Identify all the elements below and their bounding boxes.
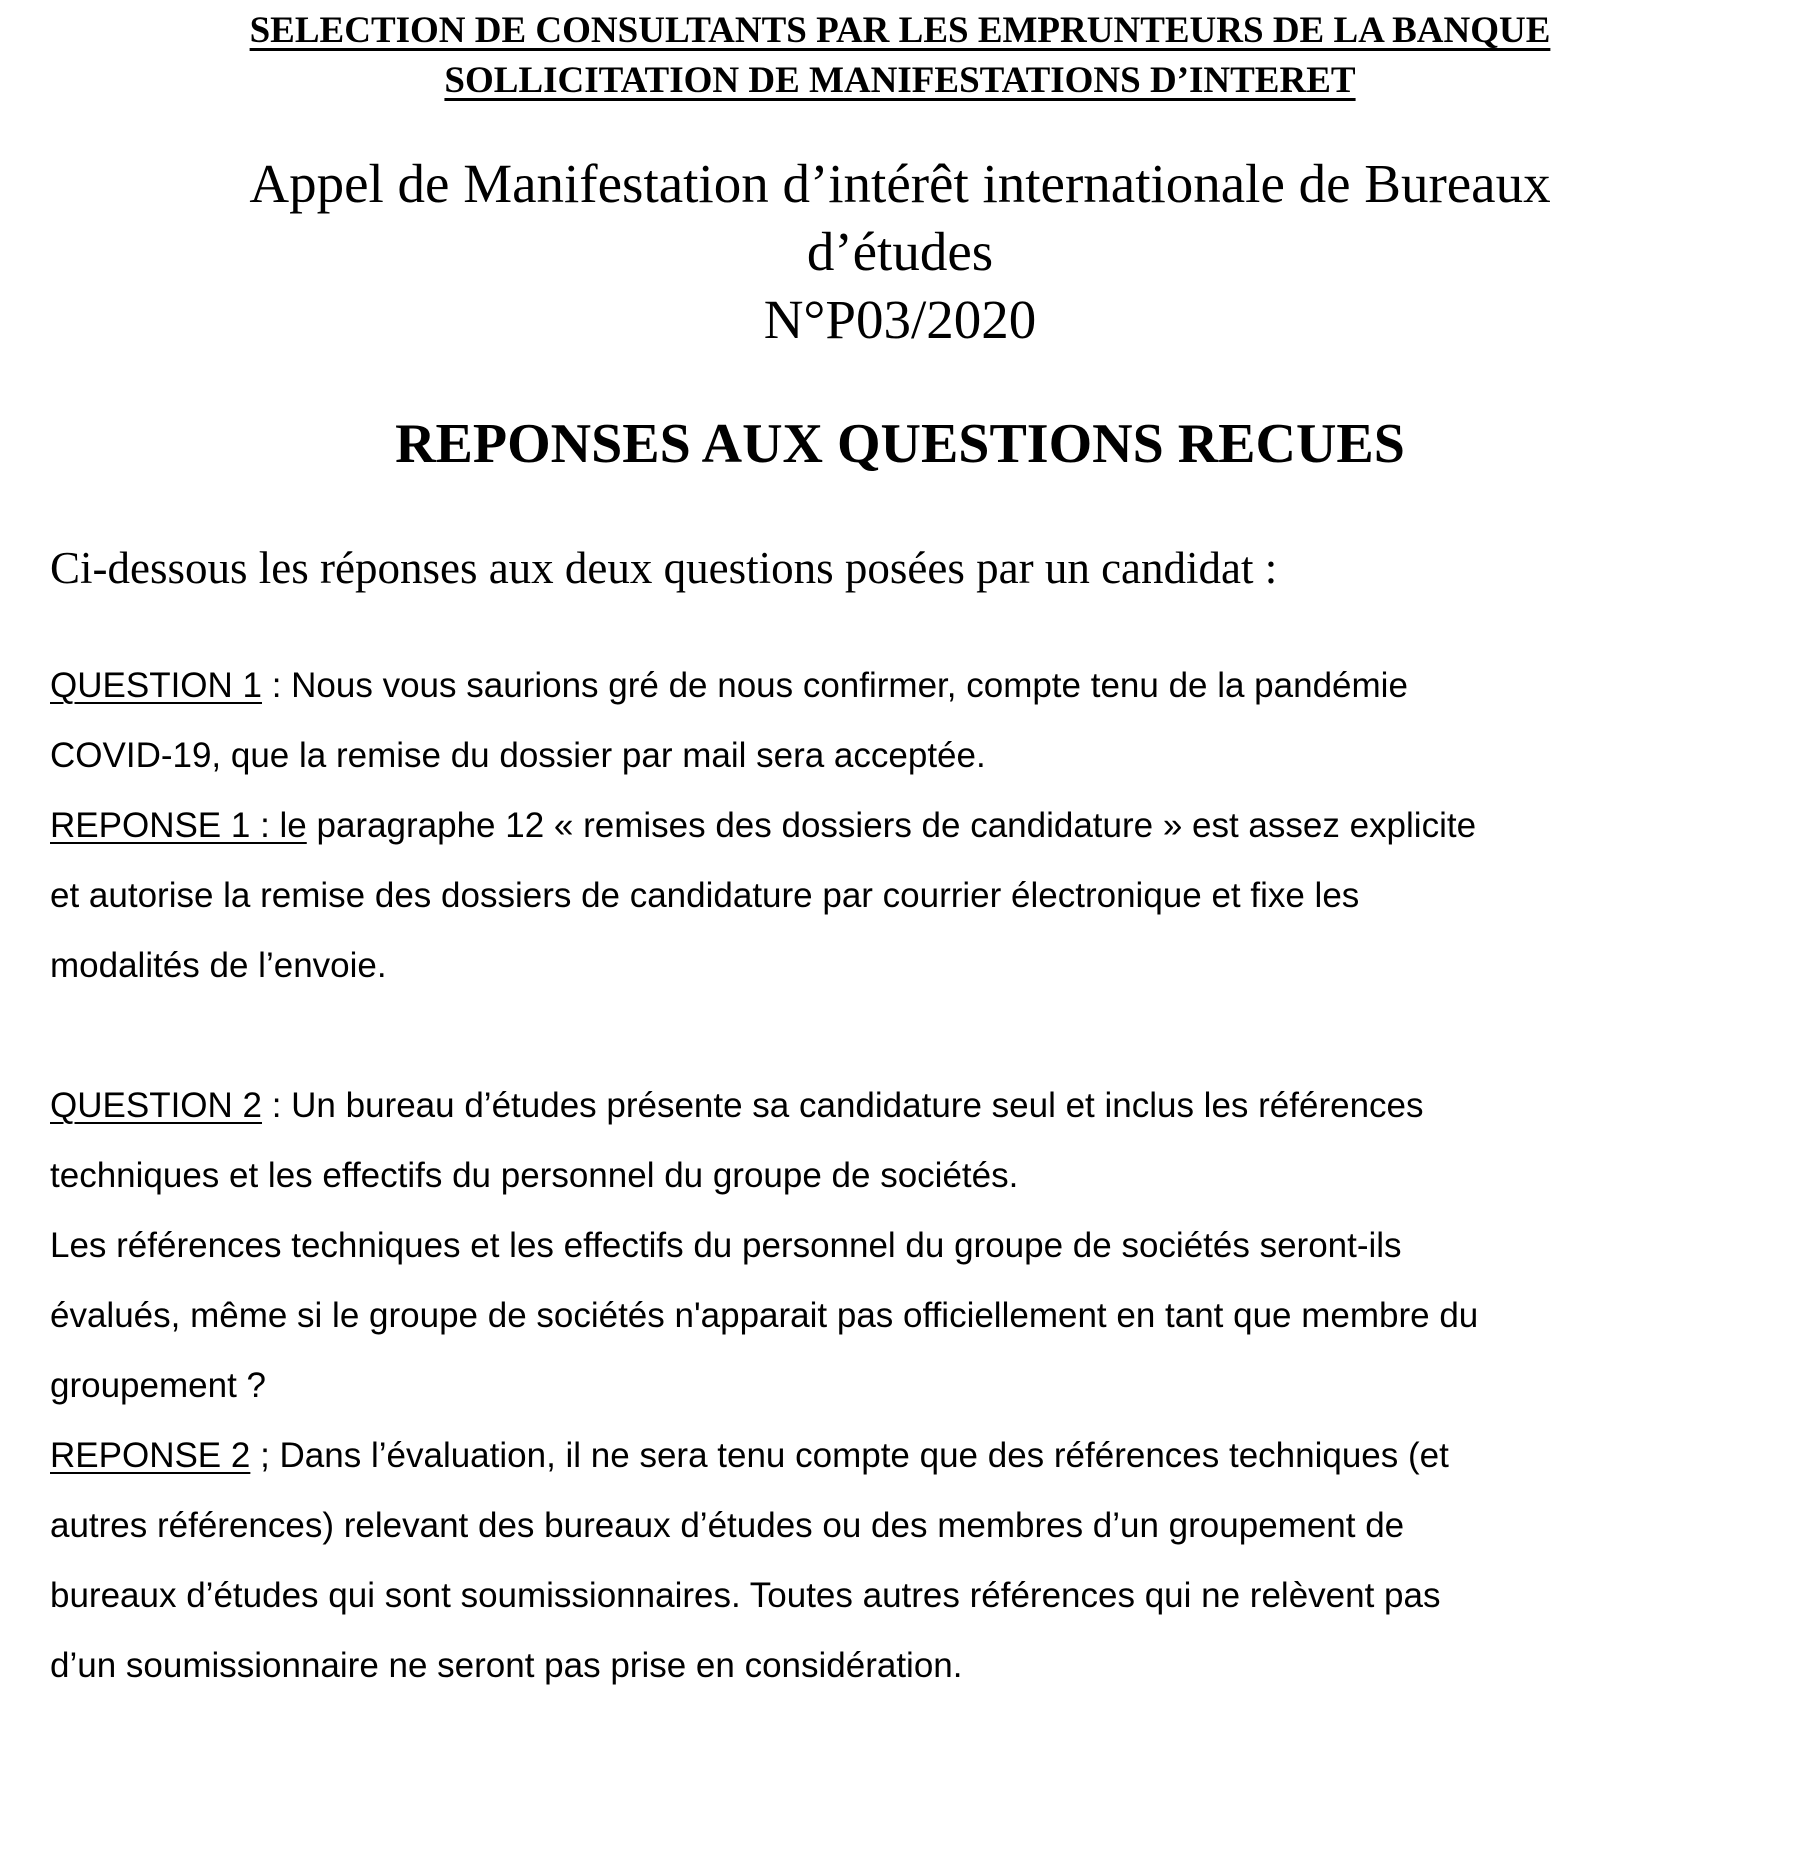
answer-2-line: d’un soumissionnaire ne seront pas prise en considération.: [50, 1646, 963, 1685]
header-line-1: [0, 10, 1800, 52]
answer-2-label: REPONSE 2: [50, 1436, 251, 1475]
question-1-text: : Nous vous saurions gré de nous confirmer, compte tenu de la pandémie: [261, 666, 1408, 705]
answer-1-line: [50, 791, 1750, 861]
title-line-2: d’études: [806, 221, 994, 282]
question-1-line: COVID-19, que la remise du dossier par mail sera acceptée.: [50, 736, 986, 775]
header-line-2: [0, 60, 1800, 102]
question-2-line: groupement ?: [50, 1366, 266, 1405]
question-2-line: évalués, même si le groupe de sociétés n'apparait pas officiellement en tant que membre du: [50, 1296, 1479, 1335]
question-2-line: [50, 1071, 1750, 1141]
section-heading: REPONSES AUX QUESTIONS RECUES: [395, 413, 1405, 475]
answer-2-line: bureaux d’études qui sont soumissionnaires. Toutes autres références qui ne relèvent pas: [50, 1576, 1441, 1615]
question-2-text: : Un bureau d’études présente sa candidature seul et inclus les références: [261, 1086, 1424, 1125]
header-line-1-text: SELECTION DE CONSULTANTS PAR LES EMPRUNTEURS DE LA BANQUE: [249, 10, 1551, 51]
answer-2-text: ; Dans l’évaluation, il ne sera tenu compte que des références techniques (et: [250, 1436, 1449, 1475]
answer-2-block: [50, 1421, 1750, 1701]
question-1-block: [50, 651, 1750, 791]
answer-1-line: modalités de l’envoie.: [50, 946, 387, 985]
answer-2-line: autres références) relevant des bureaux d’études ou des membres d’un groupement de: [50, 1506, 1405, 1545]
answer-1-text: paragraphe 12 « remises des dossiers de candidature » est assez explicite: [306, 806, 1477, 845]
title-reference-number: N°P03/2020: [763, 289, 1037, 350]
question-2-line: Les références techniques et les effectifs du personnel du groupe de sociétés seront-ils: [50, 1226, 1402, 1265]
question-1-label: QUESTION 1: [50, 666, 262, 705]
question-2-line: techniques et les effectifs du personnel du groupe de sociétés.: [50, 1156, 1019, 1195]
question-2-block: [50, 1071, 1750, 1421]
question-1-line: [50, 651, 1750, 721]
header-line-2-text: SOLLICITATION DE MANIFESTATIONS D’INTERET: [444, 60, 1356, 101]
intro-paragraph: Ci-dessous les réponses aux deux questions posées par un candidat :: [50, 543, 1278, 593]
answer-1-label: REPONSE 1 : le: [50, 806, 307, 845]
answer-1-block: [50, 791, 1750, 1001]
answer-2-line: [50, 1421, 1750, 1491]
question-2-label: QUESTION 2: [50, 1086, 262, 1125]
title-line-1: Appel de Manifestation d’intérêt internationale de Bureaux: [249, 153, 1551, 214]
answer-1-line: et autorise la remise des dossiers de candidature par courrier électronique et fixe les: [50, 876, 1360, 915]
